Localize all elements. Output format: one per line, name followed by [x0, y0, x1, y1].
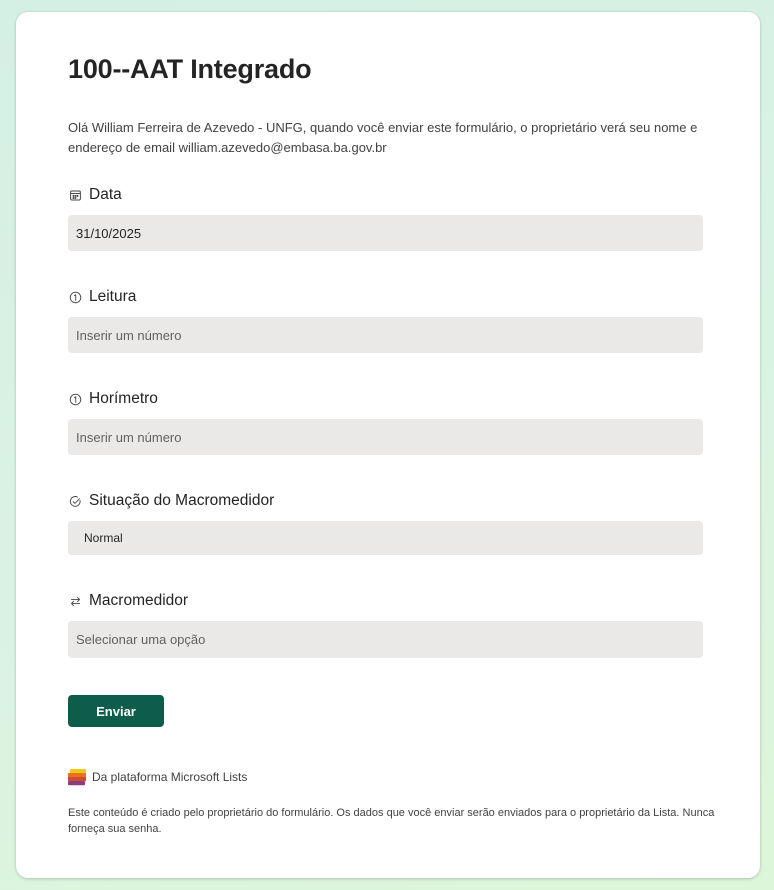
form-intro: Olá William Ferreira de Azevedo - UNFG, quando você enviar este formulário, o proprietário verá seu nome e endereço de email william.azevedo@embasa.ba.gov.br: [68, 120, 698, 155]
field-label-macromedidor: [68, 592, 188, 610]
field-label-horimetro: [68, 390, 158, 408]
number-icon: [68, 290, 82, 304]
form-title: 100--AAT Integrado: [68, 54, 312, 84]
platform-attribution: [68, 768, 247, 786]
field-label-text: Situação do Macromedidor: [89, 492, 275, 509]
number-icon: [68, 392, 82, 406]
field-label-text: Macromedidor: [89, 592, 189, 609]
microsoft-lists-logo-icon: [68, 768, 86, 786]
field-label-situacao: [68, 492, 274, 510]
leitura-input[interactable]: Inserir um número: [68, 317, 703, 353]
field-label-text: Data: [89, 186, 122, 203]
form-card: [16, 12, 760, 878]
calendar-icon: [68, 188, 82, 202]
horimetro-input[interactable]: Inserir um número: [68, 419, 703, 455]
date-input[interactable]: 31/10/2025: [68, 215, 703, 251]
field-label-text: Leitura: [89, 288, 137, 305]
macromedidor-select[interactable]: Selecionar uma opção: [68, 621, 703, 658]
field-label-leitura: [68, 288, 136, 306]
platform-text: Da plataforma Microsoft Lists: [92, 770, 248, 784]
situacao-select[interactable]: Normal: [68, 521, 703, 555]
disclaimer-text: Este conteúdo é criado pelo proprietário do formulário. Os dados que você enviar serão enviados para o proprietário da Lista. Nunca forneça sua senha.: [68, 807, 715, 835]
field-label-text: Horímetro: [89, 390, 158, 407]
submit-button[interactable]: Enviar: [68, 695, 164, 727]
choice-check-icon: [68, 494, 82, 508]
lookup-arrows-icon: [68, 594, 82, 608]
field-label-data: [68, 186, 122, 204]
